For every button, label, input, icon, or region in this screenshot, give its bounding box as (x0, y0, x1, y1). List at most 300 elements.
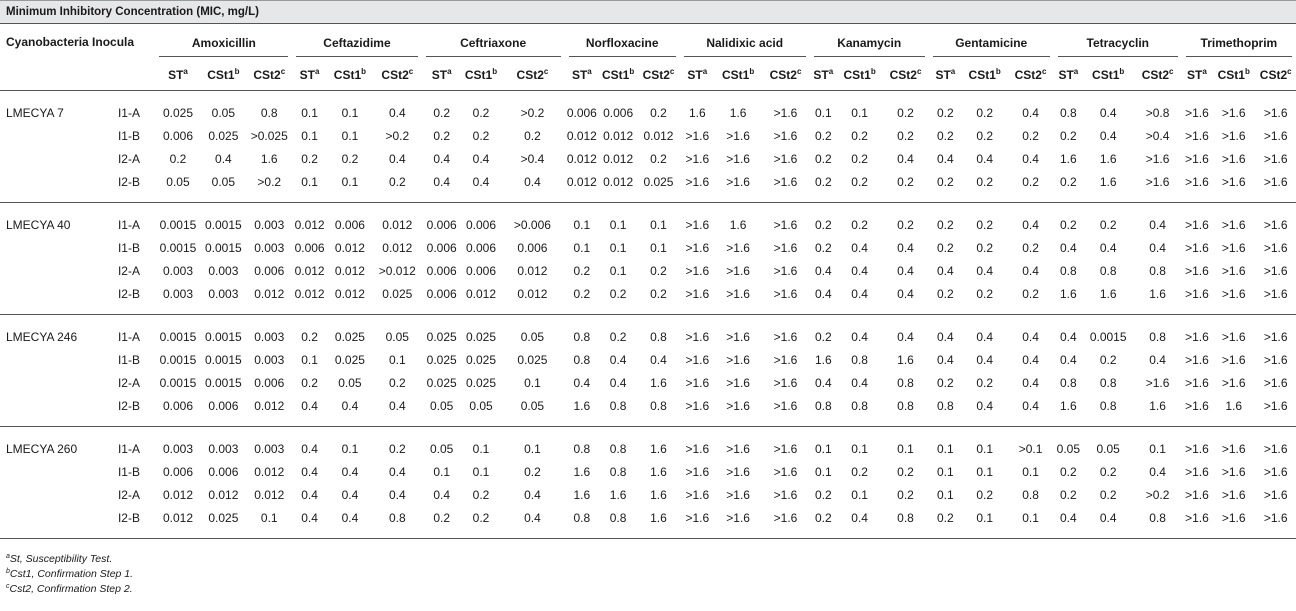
mic-value-cell: 0.2 (882, 170, 928, 203)
mic-value-cell: 0.4 (388, 464, 406, 479)
mic-value-cell: 0.012 (254, 464, 285, 479)
mic-value-cell: 0.4 (1149, 240, 1166, 255)
mic-value-cell: 0.006 (426, 240, 457, 255)
header-row-steps (0, 60, 1296, 91)
mic-value-cell: 0.2 (462, 506, 500, 539)
mic-value-cell: 0.0015 (205, 240, 242, 255)
mic-value-cell: >1.6 (685, 240, 710, 255)
mic-value-cell: >1.6 (685, 151, 710, 166)
mic-value-cell: 0.4 (1099, 240, 1117, 255)
mic-value-cell: 0.4 (976, 263, 993, 278)
step-header: CSt1$^b$ (837, 60, 882, 91)
mic-value-cell: 0.006 (426, 217, 457, 232)
mic-value-cell: 0.8 (897, 375, 914, 390)
antibiotic-header (1054, 24, 1182, 61)
mic-value-cell: 0.025 (465, 352, 497, 367)
step-header: CSt1$^b$ (715, 60, 761, 91)
mic-value-cell: 0.0015 (159, 375, 197, 390)
mic-value-cell: 0.1 (609, 217, 627, 232)
mic-value-cell: 0.4 (524, 487, 541, 502)
mic-value-cell: >1.6 (726, 375, 750, 390)
mic-value-cell: 0.025 (334, 329, 365, 344)
mic-value-cell: >1.6 (685, 128, 710, 143)
mic-value-cell: 0.006 (334, 217, 365, 232)
mic-value-cell: 0.4 (851, 240, 868, 255)
mic-value-cell: 0.4 (650, 352, 667, 367)
antibiotic-header (1182, 24, 1296, 61)
table-row (0, 170, 1296, 203)
strain-cell (0, 394, 114, 427)
mic-value-cell: 0.1 (301, 105, 318, 120)
mic-value-cell: 0.012 (292, 282, 326, 315)
table-row (0, 348, 1296, 371)
mic-value-cell: 0.05 (211, 105, 236, 120)
mic-value-cell: 0.1 (976, 464, 993, 479)
mic-value-cell: 0.012 (566, 151, 597, 166)
mic-value-cell: >1.6 (1185, 217, 1209, 232)
mic-value-cell: 0.4 (936, 263, 954, 278)
step-header: CSt2$^c$ (637, 60, 679, 91)
mic-value-cell: 1.6 (688, 105, 706, 120)
mic-value-cell: 0.006 (162, 464, 193, 479)
mic-value-cell: 0.4 (433, 487, 451, 502)
mic-value-cell: 0.006 (162, 128, 193, 143)
mic-value-cell: 0.025 (517, 352, 548, 367)
mic-value-cell: >1.6 (715, 394, 761, 427)
antibiotic-header (810, 24, 929, 61)
step-header: CSt1$^b$ (599, 60, 637, 91)
mic-value-cell: 0.025 (637, 170, 679, 203)
mic-value-cell: 0.2 (637, 282, 679, 315)
strain-cell (0, 282, 114, 315)
mic-value-cell: 0.4 (936, 329, 954, 344)
mic-value-cell: 0.8 (599, 394, 637, 427)
mic-value-cell: 0.2 (936, 217, 954, 232)
mic-value-cell: 0.4 (327, 506, 373, 539)
mic-value-cell: >1.6 (1263, 217, 1288, 232)
mic-value-cell: 0.012 (294, 263, 325, 278)
mic-value-cell: 0.05 (422, 394, 462, 427)
mic-value-cell: 0.8 (573, 441, 591, 456)
mic-value-cell: 0.1 (524, 375, 541, 390)
mic-value-cell: 0.8 (373, 506, 421, 539)
mic-value-cell: 0.1 (851, 105, 868, 120)
mic-value-cell: >1.6 (1185, 352, 1209, 367)
mic-value-cell: >1.6 (680, 394, 715, 427)
mic-value-cell: >0.1 (1018, 441, 1043, 456)
mic-value-cell: 0.4 (341, 464, 359, 479)
mic-value-cell: 0.4 (500, 506, 565, 539)
mic-value-cell: 0.2 (962, 282, 1007, 315)
mic-value-cell: 0.1 (1149, 441, 1166, 456)
mic-value-cell: 0.2 (976, 375, 993, 390)
mic-value-cell: 0.2 (422, 506, 462, 539)
mic-value-cell: 1.6 (260, 151, 278, 166)
mic-value-cell: 0.4 (388, 487, 406, 502)
mic-value-cell: 1.6 (1060, 151, 1077, 166)
antibiotic-name: Nalidixic acid (684, 28, 806, 57)
mic-value-cell: >1.6 (773, 105, 798, 120)
mic-value-cell: 0.8 (1022, 487, 1039, 502)
mic-value-cell: >1.6 (773, 240, 798, 255)
mic-value-cell: 0.006 (254, 263, 285, 278)
mic-value-cell: 0.8 (882, 506, 928, 539)
mic-value-cell: 0.2 (837, 170, 882, 203)
mic-value-cell: 0.1 (301, 352, 318, 367)
mic-value-cell: 0.003 (254, 329, 285, 344)
mic-value-cell: >0.2 (385, 128, 410, 143)
step-header: CSt1$^b$ (462, 60, 500, 91)
mic-value-cell: 0.1 (1007, 506, 1053, 539)
mic-value-cell: >0.2 (246, 170, 292, 203)
mic-value-cell: 0.4 (433, 151, 451, 166)
mic-value-cell: 0.2 (897, 487, 914, 502)
antibiotic-name: Ceftazidime (296, 28, 417, 57)
mic-value-cell: 0.2 (433, 128, 451, 143)
mic-value-cell: 0.003 (201, 282, 246, 315)
mic-value-cell: 0.2 (814, 151, 832, 166)
table-row (0, 259, 1296, 282)
mic-value-cell: 1.6 (1133, 394, 1181, 427)
mic-value-cell: 0.1 (650, 217, 667, 232)
mic-value-cell: 0.4 (1060, 240, 1077, 255)
mic-value-cell: >1.6 (1263, 464, 1288, 479)
mic-value-cell: 0.025 (373, 282, 421, 315)
mic-value-cell: 0.012 (334, 263, 365, 278)
mic-value-cell: 0.012 (382, 217, 413, 232)
mic-value-cell: 0.2 (1099, 217, 1117, 232)
mic-value-cell: >1.6 (1263, 352, 1288, 367)
mic-value-cell: 0.1 (341, 105, 359, 120)
mic-value-cell: 0.4 (472, 151, 490, 166)
mic-value-cell: 0.2 (301, 329, 318, 344)
inoculum-cell: I2-A (117, 375, 140, 390)
mic-value-cell: 0.0015 (159, 329, 197, 344)
mic-value-cell: 0.2 (1099, 487, 1117, 502)
mic-value-cell: 0.1 (1022, 464, 1039, 479)
mic-value-cell: >1.6 (1263, 240, 1288, 255)
mic-value-cell: 0.2 (936, 105, 954, 120)
step-header: $ST^a$ (810, 60, 837, 91)
mic-value-cell: 0.4 (1022, 217, 1039, 232)
mic-value-cell: 0.8 (1060, 263, 1077, 278)
mic-value-cell: 0.2 (851, 217, 868, 232)
mic-value-cell: >1.6 (1185, 128, 1209, 143)
mic-value-cell: >1.6 (685, 375, 710, 390)
mic-value-cell: >1.6 (680, 282, 715, 315)
mic-value-cell: >1.6 (761, 170, 809, 203)
mic-value-cell: 0.4 (1022, 329, 1039, 344)
mic-value-cell: 0.4 (1022, 375, 1039, 390)
mic-value-cell: 0.4 (1099, 105, 1117, 120)
mic-value-cell: >1.6 (685, 352, 710, 367)
mic-value-cell: 0.2 (1022, 240, 1039, 255)
mic-value-cell: 0.012 (382, 240, 413, 255)
mic-value-cell: 0.003 (254, 217, 285, 232)
step-header: $ST^a$ (1182, 60, 1212, 91)
mic-value-cell: 0.012 (599, 170, 637, 203)
inoculum-cell: I1-A (117, 105, 140, 120)
mic-value-cell: 0.2 (301, 375, 318, 390)
mic-value-cell: 0.2 (897, 217, 914, 232)
mic-value-cell: 1.6 (729, 217, 747, 232)
mic-value-cell: 0.05 (201, 170, 246, 203)
mic-value-cell: 0.4 (976, 329, 993, 344)
mic-value-cell: 0.0015 (159, 352, 197, 367)
mic-value-cell: >1.6 (1212, 282, 1255, 315)
antibiotic-name: Trimethoprim (1186, 28, 1292, 57)
mic-value-cell: 0.1 (246, 506, 292, 539)
mic-value-cell: 0.4 (851, 329, 868, 344)
mic-value-cell: 0.1 (573, 217, 591, 232)
inoculum-cell: I2-A (117, 151, 140, 166)
mic-value-cell: 0.1 (524, 441, 541, 456)
mic-value-cell: 0.1 (851, 487, 868, 502)
mic-value-cell: 1.6 (1099, 151, 1117, 166)
mic-value-cell: 0.012 (208, 487, 239, 502)
inoculum-cell: I2-B (114, 170, 155, 203)
mic-value-cell: 0.2 (897, 128, 914, 143)
antibiotic-header (929, 24, 1054, 61)
mic-value-cell: 0.8 (882, 394, 928, 427)
mic-value-cell: 0.1 (609, 263, 627, 278)
mic-value-cell: 0.1 (897, 441, 914, 456)
mic-value-cell: 0.4 (897, 240, 914, 255)
mic-value-cell: 0.4 (976, 352, 993, 367)
mic-value-cell: 0.4 (882, 282, 928, 315)
mic-value-cell: 0.1 (327, 170, 373, 203)
mic-value-cell: >1.6 (715, 506, 761, 539)
mic-value-cell: 0.8 (1099, 263, 1117, 278)
footnote: $^b$Cst1, Confirmation Step 1. (6, 568, 134, 580)
mic-value-cell: 0.4 (1054, 506, 1083, 539)
mic-value-cell: 0.8 (599, 506, 637, 539)
antibiotic-name: Ceftriaxone (426, 28, 561, 57)
mic-value-cell: 0.4 (292, 506, 326, 539)
mic-value-cell: 0.2 (1054, 170, 1083, 203)
step-header: CSt2$^c$ (246, 60, 292, 91)
mic-value-cell: >0.006 (513, 217, 551, 232)
mic-value-cell: 0.025 (465, 329, 497, 344)
strain-cell (0, 483, 114, 506)
mic-value-cell: 0.4 (462, 170, 500, 203)
mic-value-cell: 0.012 (517, 263, 548, 278)
mic-value-cell: 1.6 (650, 375, 667, 390)
mic-value-cell: 0.4 (1149, 352, 1166, 367)
mic-value-cell: 0.4 (810, 282, 837, 315)
mic-value-cell: 0.4 (373, 394, 421, 427)
mic-value-cell: 0.8 (851, 352, 868, 367)
mic-value-cell: 0.1 (814, 441, 832, 456)
mic-value-cell: 0.2 (814, 487, 832, 502)
mic-value-cell: 0.006 (201, 394, 246, 427)
mic-value-cell: 0.4 (1083, 506, 1133, 539)
table-row (0, 147, 1296, 170)
mic-value-cell: >1.6 (685, 263, 710, 278)
mic-value-cell: 0.1 (388, 352, 406, 367)
mic-value-cell: >1.6 (685, 441, 710, 456)
mic-value-cell: 0.4 (609, 352, 627, 367)
mic-value-cell: 0.012 (294, 217, 325, 232)
mic-value-cell: 1.6 (1083, 282, 1133, 315)
mic-value-cell: 0.1 (962, 506, 1007, 539)
mic-value-cell: 0.4 (897, 151, 914, 166)
table-row (0, 371, 1296, 394)
step-header: $ST^a$ (1054, 60, 1083, 91)
strain-cell: LMECYA 246 (6, 329, 78, 344)
mic-value-cell: 0.012 (566, 128, 597, 143)
mic-value-cell: 1.6 (1083, 170, 1133, 203)
mic-value-cell: >1.6 (1145, 151, 1170, 166)
mic-value-cell: >1.6 (1221, 105, 1246, 120)
table-row (0, 394, 1296, 427)
mic-value-cell: 0.012 (246, 394, 292, 427)
mic-value-cell: 0.2 (897, 464, 914, 479)
step-header: $ST^a$ (292, 60, 326, 91)
mic-value-cell: 0.1 (301, 128, 318, 143)
mic-value-cell: 0.2 (897, 105, 914, 120)
blank-header (0, 60, 155, 91)
mic-value-cell: 0.025 (208, 128, 239, 143)
mic-value-cell: 0.4 (851, 263, 868, 278)
antibiotic-name: Tetracyclin (1058, 28, 1178, 57)
mic-value-cell: >1.6 (726, 128, 750, 143)
mic-value-cell: 0.2 (1022, 128, 1039, 143)
mic-value-cell: 0.05 (520, 329, 545, 344)
mic-value-cell: 0.003 (208, 263, 239, 278)
mic-value-cell: 0.8 (260, 105, 278, 120)
mic-value-cell: 0.2 (976, 487, 993, 502)
mic-value-cell: 0.1 (341, 441, 359, 456)
mic-value-cell: >1.6 (1182, 506, 1212, 539)
mic-value-cell: 0.2 (1060, 487, 1077, 502)
mic-value-cell: 0.8 (1083, 394, 1133, 427)
mic-value-cell: >1.6 (773, 441, 798, 456)
mic-value-cell: 0.006 (465, 240, 497, 255)
mic-value-cell: 0.4 (341, 487, 359, 502)
mic-value-cell: 0.4 (1007, 394, 1053, 427)
mic-value-cell: 0.2 (929, 506, 962, 539)
mic-value-cell: >1.6 (773, 217, 798, 232)
inoculum-cell: I1-A (117, 441, 140, 456)
mic-value-cell: >1.6 (1182, 394, 1212, 427)
mic-value-cell: 0.4 (897, 263, 914, 278)
mic-value-cell: >1.6 (1185, 240, 1209, 255)
mic-value-cell: 0.003 (162, 263, 193, 278)
mic-value-cell: 0.1 (936, 441, 954, 456)
mic-value-cell: >1.6 (773, 464, 798, 479)
mic-value-cell: 0.2 (341, 151, 359, 166)
mic-value-cell: >1.6 (685, 487, 710, 502)
mic-value-cell: 0.8 (1149, 263, 1166, 278)
mic-value-cell: >1.6 (1185, 329, 1209, 344)
strain-cell: LMECYA 260 (6, 441, 78, 456)
mic-value-cell: 0.4 (897, 329, 914, 344)
mic-value-cell: 0.025 (426, 352, 457, 367)
mic-value-cell: 0.4 (422, 170, 462, 203)
mic-value-cell: >1.6 (1221, 441, 1246, 456)
mic-value-cell: 0.8 (1133, 506, 1181, 539)
mic-value-cell: 1.6 (637, 506, 679, 539)
antibiotic-header (565, 24, 680, 61)
mic-value-cell: 0.025 (465, 375, 497, 390)
mic-value-cell: >1.6 (726, 151, 750, 166)
strain-cell (0, 236, 114, 259)
mic-value-cell: 1.6 (573, 464, 591, 479)
strain-cell (0, 259, 114, 282)
mic-value-cell: 0.0015 (205, 375, 242, 390)
mic-value-cell: 0.1 (573, 240, 591, 255)
mic-value-cell: >1.6 (685, 464, 710, 479)
table-row (0, 91, 1296, 125)
mic-value-cell: 0.2 (1060, 217, 1077, 232)
mic-value-cell: 0.2 (650, 105, 667, 120)
mic-value-cell: 0.003 (155, 282, 200, 315)
mic-value-cell: 0.0015 (205, 217, 242, 232)
step-header: CSt1$^b$ (1083, 60, 1133, 91)
antibiotic-name: Gentamicine (933, 28, 1050, 57)
mic-value-cell: 0.2 (976, 217, 993, 232)
mic-value-cell: 0.2 (962, 170, 1007, 203)
mic-value-cell: 0.0015 (159, 240, 197, 255)
mic-value-cell: 0.4 (1060, 329, 1077, 344)
antibiotic-header (422, 24, 565, 61)
mic-value-cell: >1.6 (773, 329, 798, 344)
mic-value-cell: 0.012 (643, 128, 674, 143)
mic-value-cell: >0.012 (378, 263, 416, 278)
strain-cell (0, 124, 114, 147)
mic-value-cell: 0.4 (1060, 352, 1077, 367)
mic-value-cell: 0.4 (814, 375, 832, 390)
inoculum-cell: I1-A (117, 217, 140, 232)
step-header: CSt2$^c$ (882, 60, 928, 91)
mic-value-cell: 0.012 (603, 151, 634, 166)
mic-value-cell: 0.4 (573, 375, 591, 390)
mic-value-cell: 1.6 (729, 105, 747, 120)
strain-cell (0, 371, 114, 394)
table-title: Minimum Inhibitory Concentration (MIC, mg/L) (0, 0, 1296, 23)
mic-value-cell: >1.6 (1263, 151, 1288, 166)
mic-value-cell: 0.8 (837, 394, 882, 427)
mic-value-cell: >1.6 (1221, 375, 1246, 390)
mic-value-cell: 0.006 (566, 105, 597, 120)
footnote: $^c$Cst2, Confirmation Step 2. (6, 583, 133, 595)
mic-value-cell: 1.6 (1054, 394, 1083, 427)
mic-value-cell: 0.2 (814, 329, 832, 344)
mic-value-cell: 0.4 (1149, 464, 1166, 479)
mic-value-cell: 0.1 (976, 441, 993, 456)
mic-value-cell: 0.2 (851, 151, 868, 166)
mic-value-cell: >1.6 (1263, 487, 1288, 502)
antibiotic-name: Kanamycin (814, 28, 925, 57)
mic-value-cell: >1.6 (1182, 282, 1212, 315)
strain-cell: LMECYA 40 (6, 217, 71, 232)
mic-value-cell: 0.4 (1022, 352, 1039, 367)
mic-value-cell: 0.006 (465, 217, 497, 232)
strain-cell (0, 348, 114, 371)
inoculum-cell: I2-A (117, 263, 140, 278)
step-header: $ST^a$ (422, 60, 462, 91)
mic-value-cell: 0.8 (1099, 375, 1117, 390)
mic-value-cell: 0.2 (1099, 352, 1117, 367)
mic-value-cell: 0.2 (929, 170, 962, 203)
step-header: CSt2$^c$ (500, 60, 565, 91)
mic-value-cell: 0.2 (814, 217, 832, 232)
mic-value-cell: >1.6 (1185, 151, 1209, 166)
mic-value-cell: 0.012 (334, 240, 365, 255)
strain-cell (0, 147, 114, 170)
mic-value-cell: 0.2 (1099, 464, 1117, 479)
